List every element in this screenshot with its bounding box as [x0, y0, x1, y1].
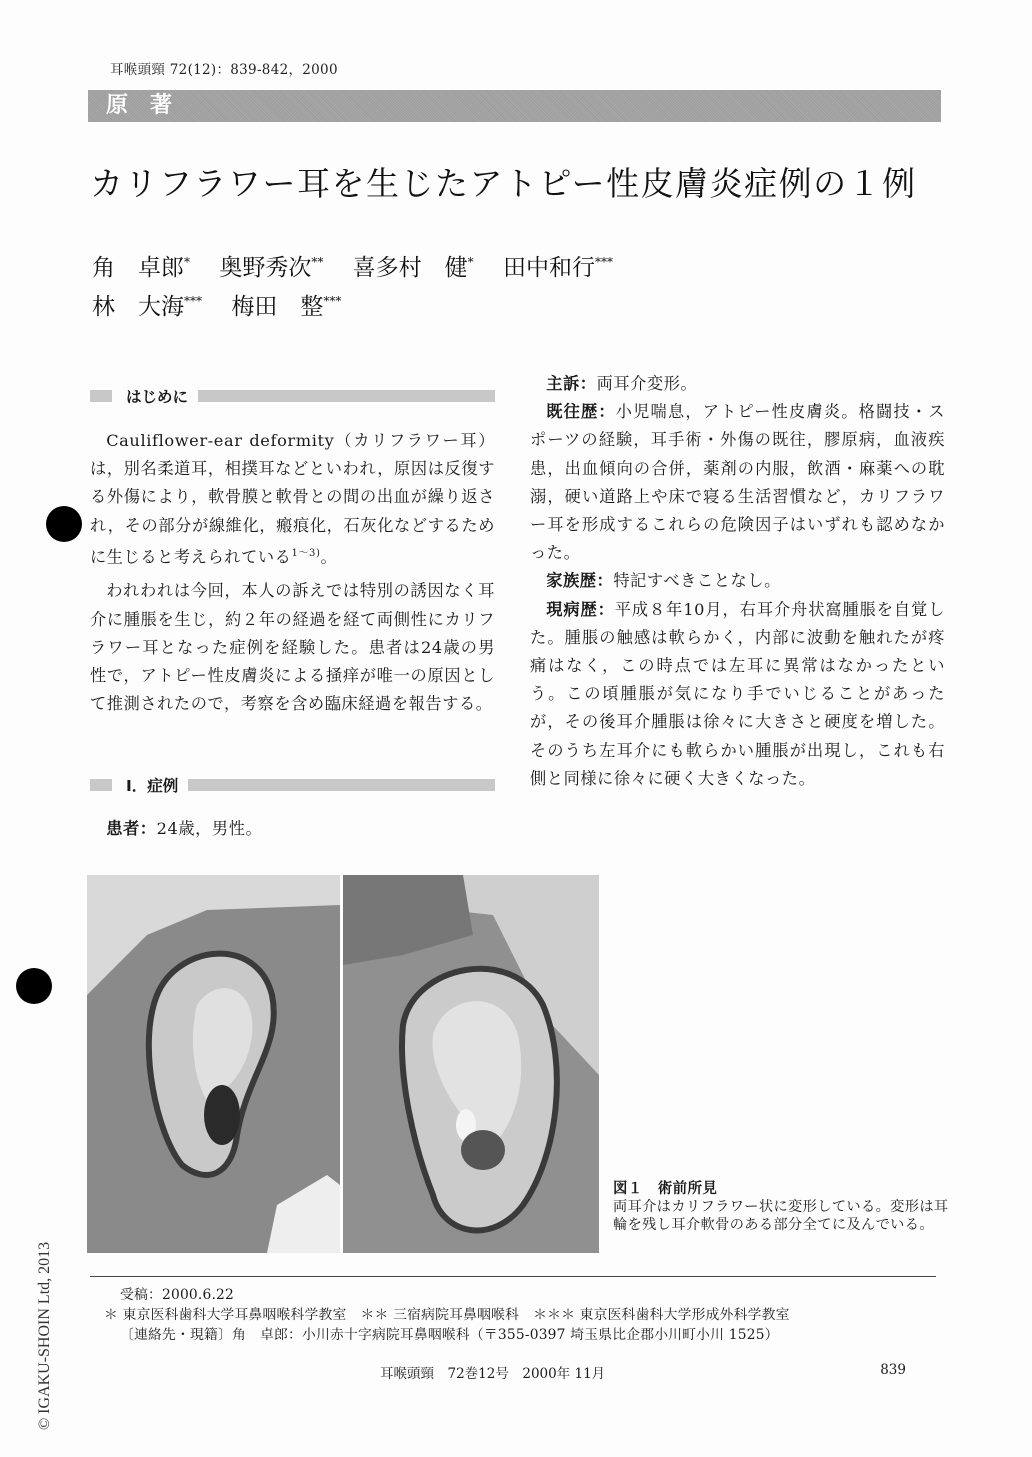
- past-history: 既往歴：小児喘息，アトピー性皮膚炎。格闘技・スポーツの経験，耳手術・外傷の既往，膠原病，血液疾患，出血傾向の合併，薬剤の内服，飲酒・麻薬への耽溺，硬い道路上や床で寝る生活習慣など，カリフラワー耳を形成するこれらの危険因子はいずれも認めなかった。: [530, 402, 945, 563]
- journal-citation: 耳喉頭頸 72(12)：839-842，2000: [110, 62, 338, 78]
- section-heading-case: Ⅰ．症例: [90, 774, 495, 796]
- patient-line: 患者：24歳，男性。: [106, 819, 263, 838]
- chief-complaint: 主訴：両耳介変形。: [546, 374, 698, 393]
- punch-hole-mark: [46, 506, 82, 542]
- figure-caption: [613, 1180, 953, 1234]
- heading-bar-decoration: [90, 390, 112, 402]
- punch-hole-mark: [16, 968, 52, 1004]
- section-heading-intro: はじめに: [90, 385, 495, 407]
- author: 田中和行***: [502, 255, 613, 281]
- affiliations: ＊ 東京医科歯科大学耳鼻咽喉科学教室 ＊＊ 三宿病院耳鼻咽喉科 ＊＊＊ 東京医科歯科大学形成外科学教室: [104, 1307, 790, 1323]
- heading-bar-decoration: [198, 390, 495, 402]
- copyright-notice: © IGAKU-SHOIN Ltd, 2013: [36, 1241, 53, 1430]
- author: 奥野秀次**: [219, 255, 324, 281]
- category-banner: 原著: [88, 90, 941, 122]
- heading-bar-decoration: [90, 779, 112, 791]
- author: 梅田 整***: [231, 294, 342, 320]
- present-illness: 現病歴：平成８年10月，右耳介舟状窩腫脹を自覚した。腫脹の触感は軟らかく，内部に波動を触れたが疼痛はなく，この時点では左耳に異常はなかったという。この頃腫脹が気になり手でいじることがあったが，その後耳介腫脹は徐々に大きさと硬度を増した。そのうち左耳介にも軟らかい腫脹が出現し，これも右側と同様に徐々に硬く大きくなった。: [530, 599, 945, 788]
- footnotes: [104, 1285, 790, 1345]
- author-list: [92, 246, 635, 324]
- contact-address: 〔連絡先・現籍〕角 卓郎：小川赤十字病院耳鼻咽喉科（〒355-0397 埼玉県比企郡小川町小川 1525）: [120, 1327, 779, 1343]
- figure-label: 図１ 術前所見: [613, 1181, 718, 1197]
- page-footer: [380, 1362, 906, 1382]
- footnote-divider: [90, 1276, 936, 1277]
- family-history: 家族歴：特記すべきことなし。: [546, 571, 781, 591]
- intro-body: [90, 427, 495, 718]
- footer-journal: 耳喉頭頸 72巻12号 2000年 11月: [380, 1366, 606, 1382]
- received-date: 受稿：2000.6.22: [120, 1287, 235, 1303]
- figure-caption-text: 両耳介はカリフラワー状に変形している。変形は耳輪を残し耳介軟骨のある部分全てに及んでいる。: [613, 1199, 949, 1233]
- intro-paragraph-2: われわれは今回，本人の訴えでは特別の誘因なく耳介に腫脹を生じ，約２年の経過を経て両側性にカリフラワー耳となった症例を経験した。患者は24歳の男性で，アトピー性皮膚炎による掻痒が唯一の原因として推測されたので，考察を含め臨床経過を報告する。: [90, 581, 495, 714]
- article-title: カリフラワー耳を生じたアトピー性皮膚炎症例の１例: [90, 164, 917, 203]
- heading-bar-decoration: [188, 779, 495, 791]
- right-ear-photo: [87, 875, 340, 1253]
- intro-paragraph-1: Cauliflower-ear deformity（カリフラワー耳）は，別名柔道耳，相撲耳などといわれ，原因は反復する外傷により，軟骨膜と軟骨との間の出血が繰り返され，その部分が線維化，瘢痕化，石灰化などするために生じると考えられている$^{1〜3)}$。: [90, 431, 495, 567]
- case-details: [530, 370, 945, 793]
- author: 角 卓郎*: [92, 255, 190, 281]
- left-ear-photo: [343, 875, 599, 1253]
- author: 喜多村 健*: [352, 255, 474, 281]
- page-number: 839: [880, 1362, 906, 1378]
- author: 林 大海***: [92, 294, 202, 320]
